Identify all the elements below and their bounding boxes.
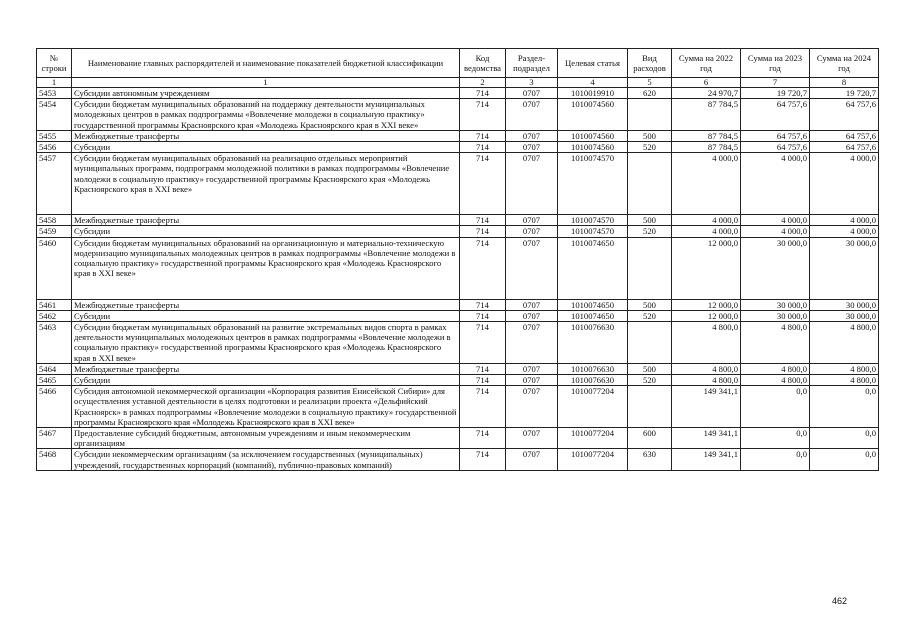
row-section: 0707: [506, 99, 558, 131]
row-expense-type: [628, 99, 672, 131]
row-sum-2023: 4 800,0: [741, 363, 810, 374]
row-name: Межбюджетные трансферты: [72, 299, 460, 310]
row-sum-2022: 4 000,0: [672, 215, 741, 226]
row-sum-2023: 4 000,0: [741, 153, 810, 215]
column-number: 3: [506, 78, 558, 88]
table-row: [37, 386, 879, 428]
row-department-code: 714: [460, 88, 506, 99]
row-name: Субсидии: [72, 226, 460, 237]
row-name: Субсидия автономной некоммерческой организации «Корпорация развития Енисейской Сибири» для осуществления уставной деятельности в целях подготовки и реализации проекта «Дельфийский Красноярск» в рамках подпрограммы «Вовлечение молодежи в социальную практику» государственной программы Красноярского края «Молодежь Красноярского края в XXI веке»: [72, 386, 460, 428]
row-name: Межбюджетные трансферты: [72, 363, 460, 374]
row-department-code: 714: [460, 130, 506, 141]
row-department-code: 714: [460, 226, 506, 237]
row-section: 0707: [506, 215, 558, 226]
row-department-code: 714: [460, 363, 506, 374]
row-section: 0707: [506, 386, 558, 428]
row-sum-2024: 30 000,0: [810, 237, 879, 299]
row-sum-2022: 4 800,0: [672, 322, 741, 364]
row-sum-2022: 24 970,7: [672, 88, 741, 99]
row-department-code: 714: [460, 428, 506, 449]
row-sum-2024: 4 800,0: [810, 322, 879, 364]
row-sum-2022: 87 784,5: [672, 142, 741, 153]
row-sum-2023: 64 757,6: [741, 142, 810, 153]
row-sum-2024: 4 000,0: [810, 226, 879, 237]
row-sum-2023: 4 800,0: [741, 375, 810, 386]
row-number: 5465: [37, 375, 72, 386]
table-row: [37, 237, 879, 299]
row-section: 0707: [506, 88, 558, 99]
row-expense-type: [628, 237, 672, 299]
row-number: 5467: [37, 428, 72, 449]
header-sum-2023: Сумма на 2023 год: [741, 49, 810, 78]
table-row: [37, 299, 879, 310]
row-name: Субсидии: [72, 142, 460, 153]
row-sum-2022: 87 784,5: [672, 99, 741, 131]
row-sum-2022: 12 000,0: [672, 237, 741, 299]
row-target-article: 1010019910: [558, 88, 628, 99]
row-name: Межбюджетные трансферты: [72, 130, 460, 141]
row-sum-2023: 0,0: [741, 428, 810, 449]
column-number: 6: [672, 78, 741, 88]
row-section: 0707: [506, 310, 558, 321]
column-number: 4: [558, 78, 628, 88]
column-number: 8: [810, 78, 879, 88]
row-target-article: 1010074650: [558, 310, 628, 321]
header-expense-type: Вид расходов: [628, 49, 672, 78]
row-name: Межбюджетные трансферты: [72, 215, 460, 226]
row-expense-type: 620: [628, 88, 672, 99]
row-department-code: 714: [460, 449, 506, 470]
table-row: [37, 142, 879, 153]
row-sum-2024: 0,0: [810, 449, 879, 470]
row-section: 0707: [506, 449, 558, 470]
column-number: 5: [628, 78, 672, 88]
row-sum-2023: 4 000,0: [741, 215, 810, 226]
row-sum-2022: 149 341,1: [672, 386, 741, 428]
row-target-article: 1010074650: [558, 299, 628, 310]
row-expense-type: 500: [628, 299, 672, 310]
row-number: 5458: [37, 215, 72, 226]
column-number: 1: [72, 78, 460, 88]
row-section: 0707: [506, 375, 558, 386]
table-row: [37, 310, 879, 321]
row-number: 5464: [37, 363, 72, 374]
row-target-article: 1010076630: [558, 363, 628, 374]
row-name: Субсидии бюджетам муниципальных образований на организационную и материально-техническую модернизацию муниципальных молодежных центров в рамках подпрограммы «Вовлечение молодежи в социальную практику» государственной программы Красноярского края «Молодежь Красноярского края в XXI веке»: [72, 237, 460, 299]
row-sum-2024: 0,0: [810, 428, 879, 449]
row-name: Субсидии бюджетам муниципальных образований на поддержку деятельности муниципальных молодежных центров в рамках подпрограммы «Вовлечение молодежи в социальную практику» государственной программы Красноярского края «Молодежь Красноярского края в XXI веке»: [72, 99, 460, 131]
row-section: 0707: [506, 237, 558, 299]
row-sum-2023: 4 800,0: [741, 322, 810, 364]
row-expense-type: 600: [628, 428, 672, 449]
row-target-article: 1010074560: [558, 142, 628, 153]
row-number: 5459: [37, 226, 72, 237]
row-sum-2024: 0,0: [810, 386, 879, 428]
row-sum-2022: 12 000,0: [672, 310, 741, 321]
row-target-article: 1010076630: [558, 375, 628, 386]
row-sum-2024: 64 757,6: [810, 99, 879, 131]
row-number: 5453: [37, 88, 72, 99]
row-sum-2024: 19 720,7: [810, 88, 879, 99]
row-expense-type: 500: [628, 130, 672, 141]
row-sum-2023: 30 000,0: [741, 310, 810, 321]
row-target-article: 1010077204: [558, 428, 628, 449]
row-number: 5460: [37, 237, 72, 299]
header-sum-2022: Сумма на 2022 год: [672, 49, 741, 78]
row-department-code: 714: [460, 322, 506, 364]
row-target-article: 1010074560: [558, 99, 628, 131]
page-number: 462: [831, 596, 847, 606]
row-section: 0707: [506, 142, 558, 153]
row-sum-2023: 64 757,6: [741, 130, 810, 141]
row-expense-type: 520: [628, 226, 672, 237]
row-sum-2022: 149 341,1: [672, 428, 741, 449]
row-number: 5454: [37, 99, 72, 131]
row-number: 5468: [37, 449, 72, 470]
row-target-article: 1010074570: [558, 226, 628, 237]
row-sum-2022: 87 784,5: [672, 130, 741, 141]
row-section: 0707: [506, 363, 558, 374]
row-expense-type: 520: [628, 142, 672, 153]
row-sum-2022: 4 800,0: [672, 375, 741, 386]
row-department-code: 714: [460, 310, 506, 321]
row-sum-2023: 19 720,7: [741, 88, 810, 99]
row-name: Субсидии: [72, 310, 460, 321]
row-name: Субсидии бюджетам муниципальных образований на развитие экстремальных видов спорта в рамках деятельности муниципальных молодежных центров в рамках подпрограммы «Вовлечение молодежи в социальную практику» государственной программы Красноярского края «Молодежь Красноярского края в XXI веке»: [72, 322, 460, 364]
row-sum-2022: 4 000,0: [672, 226, 741, 237]
table-row: [37, 322, 879, 364]
row-expense-type: 520: [628, 310, 672, 321]
table-row: [37, 153, 879, 215]
table-header: [37, 49, 879, 88]
row-sum-2024: 64 757,6: [810, 130, 879, 141]
table-row: [37, 449, 879, 470]
row-sum-2024: 4 000,0: [810, 215, 879, 226]
row-expense-type: 500: [628, 363, 672, 374]
row-expense-type: [628, 386, 672, 428]
table-row: [37, 226, 879, 237]
row-target-article: 1010074570: [558, 153, 628, 215]
row-number: 5463: [37, 322, 72, 364]
row-sum-2024: 30 000,0: [810, 310, 879, 321]
row-section: 0707: [506, 428, 558, 449]
row-sum-2022: 4 000,0: [672, 153, 741, 215]
row-number: 5461: [37, 299, 72, 310]
row-number: 5466: [37, 386, 72, 428]
row-target-article: 1010077204: [558, 386, 628, 428]
header-name: Наименование главных распорядителей и наименование показателей бюджетной классификации: [72, 49, 460, 78]
row-department-code: 714: [460, 153, 506, 215]
table-row: [37, 375, 879, 386]
row-department-code: 714: [460, 375, 506, 386]
row-sum-2023: 4 000,0: [741, 226, 810, 237]
row-name: Предоставление субсидий бюджетным, автономным учреждениям и иным некоммерческим организациям: [72, 428, 460, 449]
row-section: 0707: [506, 226, 558, 237]
header-section: Раздел-подраздел: [506, 49, 558, 78]
row-number: 5462: [37, 310, 72, 321]
row-sum-2024: 4 800,0: [810, 375, 879, 386]
row-section: 0707: [506, 322, 558, 364]
row-sum-2024: 4 800,0: [810, 363, 879, 374]
row-name: Субсидии автономным учреждениям: [72, 88, 460, 99]
row-number: 5456: [37, 142, 72, 153]
row-section: 0707: [506, 299, 558, 310]
row-department-code: 714: [460, 99, 506, 131]
table-row: [37, 215, 879, 226]
header-row-number: № строки: [37, 49, 72, 78]
row-sum-2023: 30 000,0: [741, 299, 810, 310]
row-target-article: 1010074560: [558, 130, 628, 141]
row-expense-type: 630: [628, 449, 672, 470]
header-sum-2024: Сумма на 2024 год: [810, 49, 879, 78]
row-expense-type: 500: [628, 215, 672, 226]
table-row: [37, 88, 879, 99]
table-row: [37, 363, 879, 374]
column-number: 7: [741, 78, 810, 88]
row-number: 5457: [37, 153, 72, 215]
column-number: 2: [460, 78, 506, 88]
row-target-article: 1010074570: [558, 215, 628, 226]
row-sum-2022: 4 800,0: [672, 363, 741, 374]
row-expense-type: [628, 153, 672, 215]
table-row: [37, 99, 879, 131]
row-sum-2023: 30 000,0: [741, 237, 810, 299]
row-target-article: 1010076630: [558, 322, 628, 364]
table-row: [37, 428, 879, 449]
row-expense-type: 520: [628, 375, 672, 386]
row-department-code: 714: [460, 299, 506, 310]
row-sum-2023: 0,0: [741, 449, 810, 470]
row-number: 5455: [37, 130, 72, 141]
row-sum-2022: 149 341,1: [672, 449, 741, 470]
table-body: [37, 88, 879, 471]
row-sum-2024: 4 000,0: [810, 153, 879, 215]
row-section: 0707: [506, 130, 558, 141]
row-sum-2024: 64 757,6: [810, 142, 879, 153]
row-name: Субсидии: [72, 375, 460, 386]
row-expense-type: [628, 322, 672, 364]
row-sum-2023: 64 757,6: [741, 99, 810, 131]
row-department-code: 714: [460, 386, 506, 428]
row-name: Субсидии некоммерческим организациям (за исключением государственных (муниципальных) учреждений, государственных корпораций (компаний), публично-правовых компаний): [72, 449, 460, 470]
header-department-code: Код ведомства: [460, 49, 506, 78]
column-number: 1: [37, 78, 72, 88]
row-target-article: 1010074650: [558, 237, 628, 299]
row-sum-2023: 0,0: [741, 386, 810, 428]
header-target-article: Целевая статья: [558, 49, 628, 78]
column-numbers-row: [37, 78, 879, 88]
budget-table: [36, 48, 879, 471]
row-section: 0707: [506, 153, 558, 215]
row-target-article: 1010077204: [558, 449, 628, 470]
row-department-code: 714: [460, 142, 506, 153]
table-row: [37, 130, 879, 141]
row-department-code: 714: [460, 215, 506, 226]
row-department-code: 714: [460, 237, 506, 299]
row-name: Субсидии бюджетам муниципальных образований на реализацию отдельных мероприятий муниципальных программ, подпрограмм молодежной политики в рамках подпрограммы «Вовлечение молодежи в социальную практику» государственной программы Красноярского края «Молодежь Красноярского края в XXI веке»: [72, 153, 460, 215]
row-sum-2022: 12 000,0: [672, 299, 741, 310]
row-sum-2024: 30 000,0: [810, 299, 879, 310]
